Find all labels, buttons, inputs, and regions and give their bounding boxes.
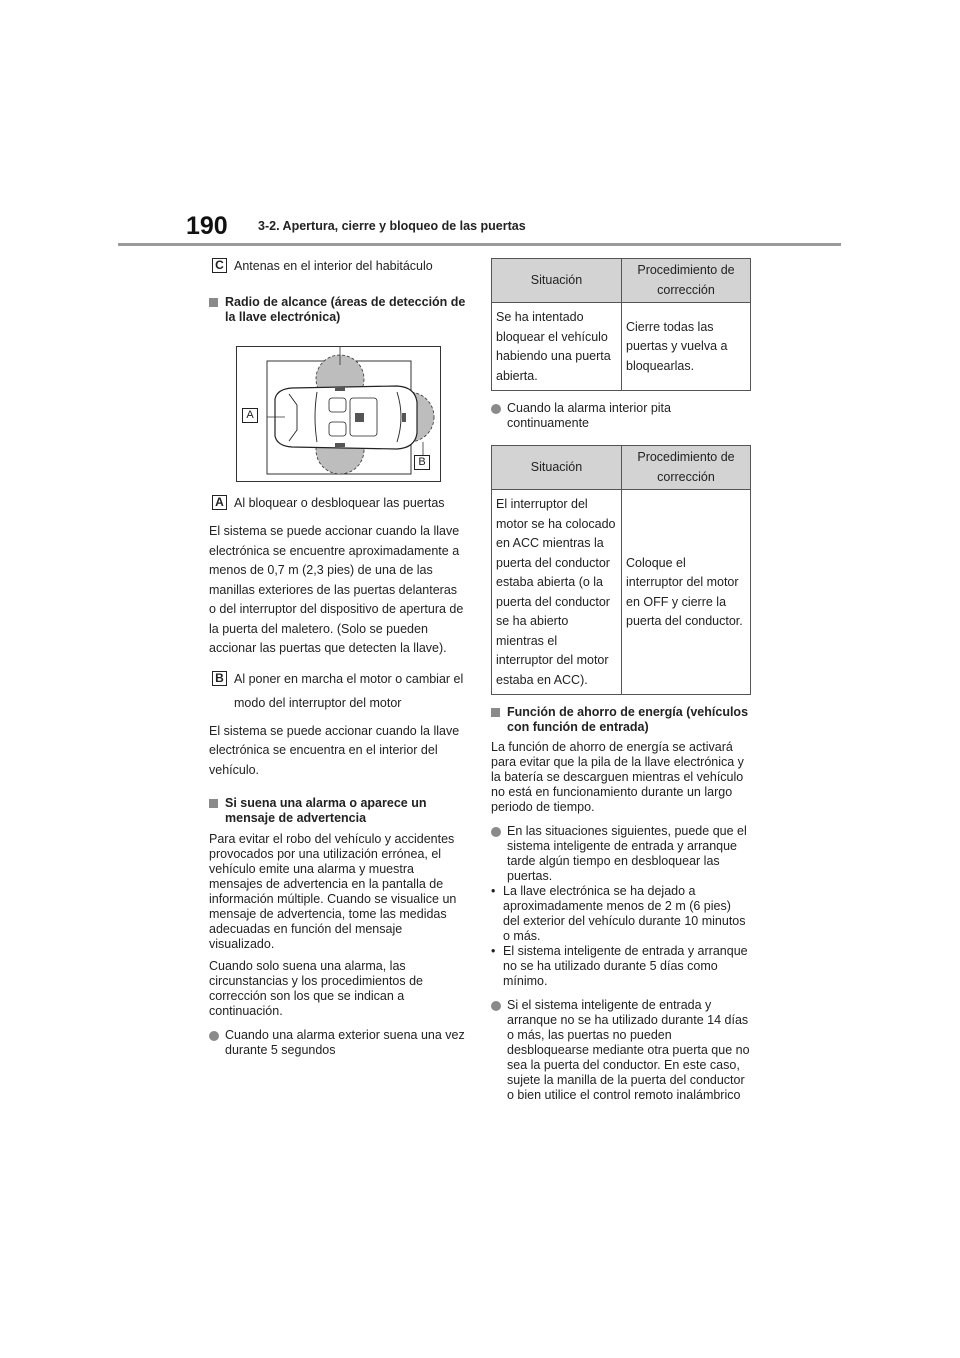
paragraph-energy-saving: La función de ahorro de energía se activará para evitar que la pila de la llave electrónica y la batería se descarguen mientras el vehículo no está en funcionamiento durante un largo periodo de tiempo. <box>491 740 744 814</box>
sub-item-not-used-5-days <box>491 944 751 989</box>
bullet-situations-text: En las situaciones siguientes, puede que el sistema inteligente de entrada y arranque tarde algún tiempo en desbloquear las puertas. <box>507 824 747 883</box>
circle-bullet-icon <box>491 827 501 837</box>
column-header-procedure: Procedimiento de corrección <box>622 446 751 490</box>
bullet-interior-alarm-text: Cuando la alarma interior pita continuamente <box>507 401 671 430</box>
bullet-14-days <box>491 998 751 1103</box>
bullet-situations <box>491 824 751 884</box>
badge-a: A <box>212 495 227 510</box>
column-header-procedure: Procedimiento de corrección <box>622 259 751 303</box>
energy-saving-heading <box>491 705 751 735</box>
paragraph-alarm-circumstances: Cuando solo suena una alarma, las circunstancias y los procedimientos de corrección son los que se indican a continuación. <box>209 959 423 1018</box>
figure-label-a: A <box>242 408 258 423</box>
alarm-heading <box>209 796 467 826</box>
car-top-view-diagram <box>237 347 442 483</box>
column-header-situation: Situación <box>492 446 622 490</box>
table-row <box>492 490 751 695</box>
item-b-text: Al poner en marcha el motor o cambiar el modo del interruptor del motor <box>234 671 464 710</box>
dot-marker-icon: • <box>491 884 496 898</box>
dot-marker-icon: • <box>491 944 496 958</box>
paragraph-start-engine: El sistema se puede accionar cuando la llave electrónica se encuentra en el interior del vehículo. <box>209 723 460 777</box>
paragraph-lock-unlock: El sistema se puede accionar cuando la llave electrónica se encuentre aproximadamente a menos de 0,7 m (2,3 pies) de una de las manillas exteriores de las puertas delanteras o del interruptor del dispositivo de apertura de la puerta del maletero. (Solo se pueden accionar las puertas que detecten la llave). <box>209 524 464 655</box>
item-a-text: Al bloquear o desbloquear las puertas <box>234 496 445 510</box>
badge-c: C <box>212 258 227 273</box>
table-header-row <box>492 446 751 490</box>
sub-item-not-used-5-days-text: El sistema inteligente de entrada y arranque no se ha utilizado durante 5 días como mínimo. <box>503 944 748 988</box>
detection-range-figure <box>236 346 441 482</box>
circle-bullet-icon <box>209 1031 219 1041</box>
item-c <box>212 258 467 278</box>
figure-label-b: B <box>414 455 430 470</box>
header-rule <box>118 243 841 246</box>
column-header-situation: Situación <box>492 259 622 303</box>
bullet-exterior-alarm <box>209 1028 467 1058</box>
circle-bullet-icon <box>491 1001 501 1011</box>
square-bullet-icon <box>491 708 500 717</box>
cell-situation: Se ha intentado bloquear el vehículo habiendo una puerta abierta. <box>492 303 622 391</box>
table-exterior-alarm <box>491 258 751 391</box>
cell-procedure: Cierre todas las puertas y vuelva a bloquearlas. <box>622 303 751 391</box>
cell-situation: El interruptor del motor se ha colocado en ACC mientras la puerta del conductor estaba abierta (o la puerta del conductor se ha abierto mientras el interruptor del motor estaba en ACC). <box>492 490 622 695</box>
square-bullet-icon <box>209 799 218 808</box>
bullet-interior-alarm <box>491 401 751 431</box>
page-number: 190 <box>186 212 228 240</box>
bullet-14-days-text: Si el sistema inteligente de entrada y arranque no se ha utilizado durante 14 días o más, las puertas no pueden desbloquearse mediante otra puerta que no sea la puerta del conductor. En este caso, sujete la manilla de la puerta del conductor o bien utilice el control remoto inalámbrico <box>507 998 750 1102</box>
paragraph-alarm-intro: Para evitar el robo del vehículo y accidentes provocados por una utilización errónea, el vehículo emite una alarma y muestra mensajes de advertencia en la pantalla de información múltiple. Cuando se visualice un mensaje de advertencia, tome las medidas adecuadas en función del mensaje visualizado. <box>209 832 457 951</box>
badge-b: B <box>212 671 227 686</box>
bullet-exterior-alarm-text: Cuando una alarma exterior suena una vez durante 5 segundos <box>225 1028 465 1057</box>
square-bullet-icon <box>209 298 218 307</box>
cell-procedure: Coloque el interruptor del motor en OFF y cierre la puerta del conductor. <box>622 490 751 695</box>
table-interior-alarm <box>491 445 751 695</box>
sub-item-key-left-near <box>491 884 751 944</box>
left-column <box>209 258 467 1058</box>
range-heading-text: Radio de alcance (áreas de detección de la llave electrónica) <box>225 295 466 324</box>
energy-saving-heading-text: Función de ahorro de energía (vehículos con función de entrada) <box>507 705 749 734</box>
alarm-heading-text: Si suena una alarma o aparece un mensaje de advertencia <box>225 796 427 825</box>
table-row <box>492 303 751 391</box>
table-header-row <box>492 259 751 303</box>
item-a <box>212 495 467 515</box>
item-b <box>212 671 467 715</box>
section-title: 3-2. Apertura, cierre y bloqueo de las puertas <box>258 219 526 233</box>
sub-item-key-left-near-text: La llave electrónica se ha dejado a aproximadamente menos de 2 m (6 pies) del exterior del vehículo durante 10 minutos o más. <box>503 884 746 943</box>
right-column <box>491 258 751 1103</box>
range-heading <box>209 295 467 325</box>
circle-bullet-icon <box>491 404 501 414</box>
item-c-text: Antenas en el interior del habitáculo <box>234 259 433 273</box>
